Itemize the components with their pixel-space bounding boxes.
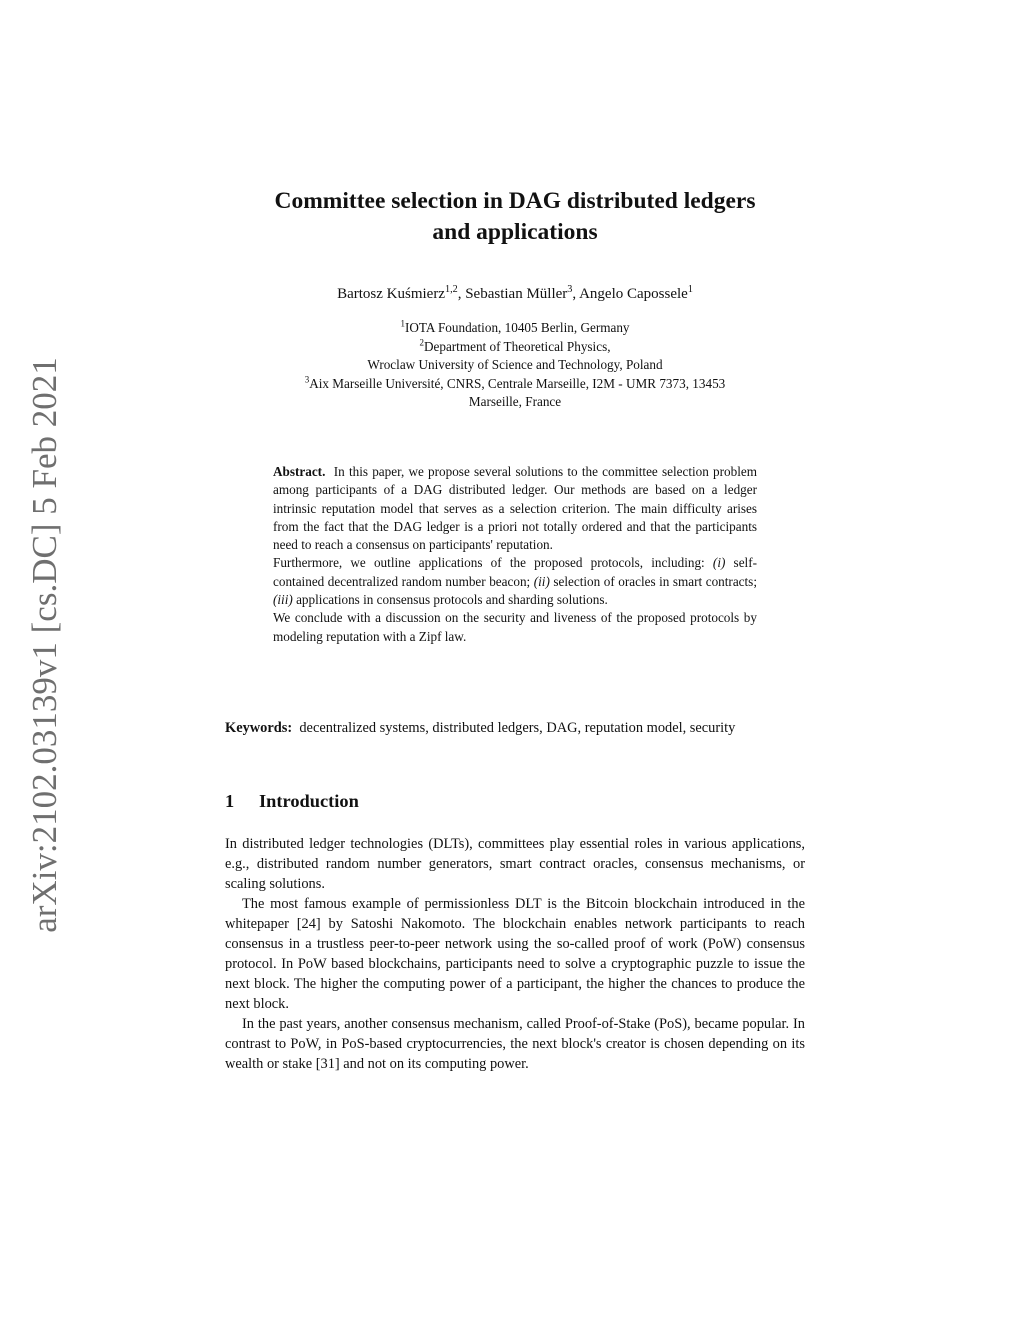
author-separator: ,	[572, 286, 580, 302]
section-heading	[225, 788, 359, 814]
abstract	[273, 463, 757, 646]
author-list	[225, 284, 805, 304]
section-body	[225, 834, 805, 1074]
body-paragraph: In distributed ledger technologies (DLTs), committees play essential roles in various applications, e.g., distributed random number generators, smart contract oracles, consensus mechanisms, or scaling solutions.	[225, 836, 805, 892]
affiliation-3-cont: Marseille, France	[468, 394, 562, 409]
abstract-paragraph-1	[273, 463, 757, 554]
affiliation-marker: 2	[419, 337, 424, 348]
abstract-paragraph-2	[273, 554, 757, 609]
author-name: Sebastian Müller	[465, 286, 568, 302]
abstract-text: In this paper, we propose several solutions to the committee selection problem among participants of a DAG distributed ledger. Our methods are based on a ledger intrinsic reputation model that serves as a selection criterion. The main difficulty arises from the fact that the DAG ledger is a priori not totally ordered and that the participants need to reach a consensus on participants' reputation.	[273, 464, 758, 553]
affiliation-text: IOTA Foundation, 10405 Berlin, Germany	[404, 320, 630, 335]
abstract-text: Furthermore, we outline applications of the proposed protocols, including:	[273, 555, 713, 571]
section-number: 1	[225, 791, 235, 811]
affiliation-marker: 1	[400, 318, 405, 329]
keywords	[225, 718, 805, 738]
author-name: Bartosz Kuśmierz	[337, 286, 445, 302]
affiliation-2	[225, 338, 805, 357]
abstract-text: applications in consensus protocols and sharding solutions.	[292, 592, 608, 608]
author-name: Angelo Capossele	[579, 286, 688, 302]
affiliation-2-cont: Wroclaw University of Science and Technology, Poland	[367, 357, 663, 372]
paper-title-line-2: and applications	[432, 219, 598, 245]
list-marker: (ii)	[533, 573, 550, 589]
arxiv-identifier-stamp: arXiv:2102.03139v1 [cs.DC] 5 Feb 2021	[25, 357, 64, 933]
list-marker: (iii)	[273, 592, 293, 608]
author-separator: ,	[457, 286, 466, 302]
abstract-text: selection of oracles in smart contracts;	[549, 573, 757, 589]
affiliation-1	[225, 319, 805, 338]
affiliation-text: Aix Marseille Université, CNRS, Centrale Marseille, I2M - UMR 7373, 13453	[309, 375, 726, 391]
affiliation-text: Department of Theoretical Physics,	[423, 338, 611, 354]
affiliation-3	[225, 375, 805, 394]
keywords-text: decentralized systems, distributed ledgers, DAG, reputation model, security	[299, 720, 736, 736]
author-affiliation-marker: 1	[687, 284, 693, 295]
affiliations	[225, 319, 805, 412]
affiliation-marker: 3	[304, 374, 310, 385]
abstract-text: self-contained decentralized random number beacon;	[273, 555, 757, 589]
paper-title	[225, 186, 805, 248]
section-title: Introduction	[259, 791, 359, 811]
abstract-label: Abstract.	[273, 464, 326, 479]
body-paragraph: The most famous example of permissionless DLT is the Bitcoin blockchain introduced in the whitepaper [24] by Satoshi Nakomoto. The blockchain enables network participants to reach consensus in a trustless peer-to-peer network using the so-called proof of work (PoW) consensus protocol. In PoW based blockchains, participants need to solve a cryptographic puzzle to issue the next block. The higher the computing power of a participant, the higher the chances to produce the next block.	[225, 896, 805, 1012]
author-affiliation-marker: 3	[567, 284, 573, 295]
abstract-paragraph-3: We conclude with a discussion on the security and liveness of the proposed protocols by modeling reputation with a Zipf law.	[273, 610, 757, 644]
paper-title-line-1: Committee selection in DAG distributed ledgers	[274, 188, 756, 214]
author-affiliation-marker: 1,2	[444, 284, 458, 295]
keywords-label: Keywords:	[225, 720, 293, 736]
list-marker: (i)	[712, 555, 726, 571]
body-paragraph: In the past years, another consensus mechanism, called Proof-of-Stake (PoS), became popular. In contrast to PoW, in PoS-based cryptocurrencies, the next block's creator is chosen depending on its wealth or stake [31] and not on its computing power.	[225, 1016, 805, 1072]
